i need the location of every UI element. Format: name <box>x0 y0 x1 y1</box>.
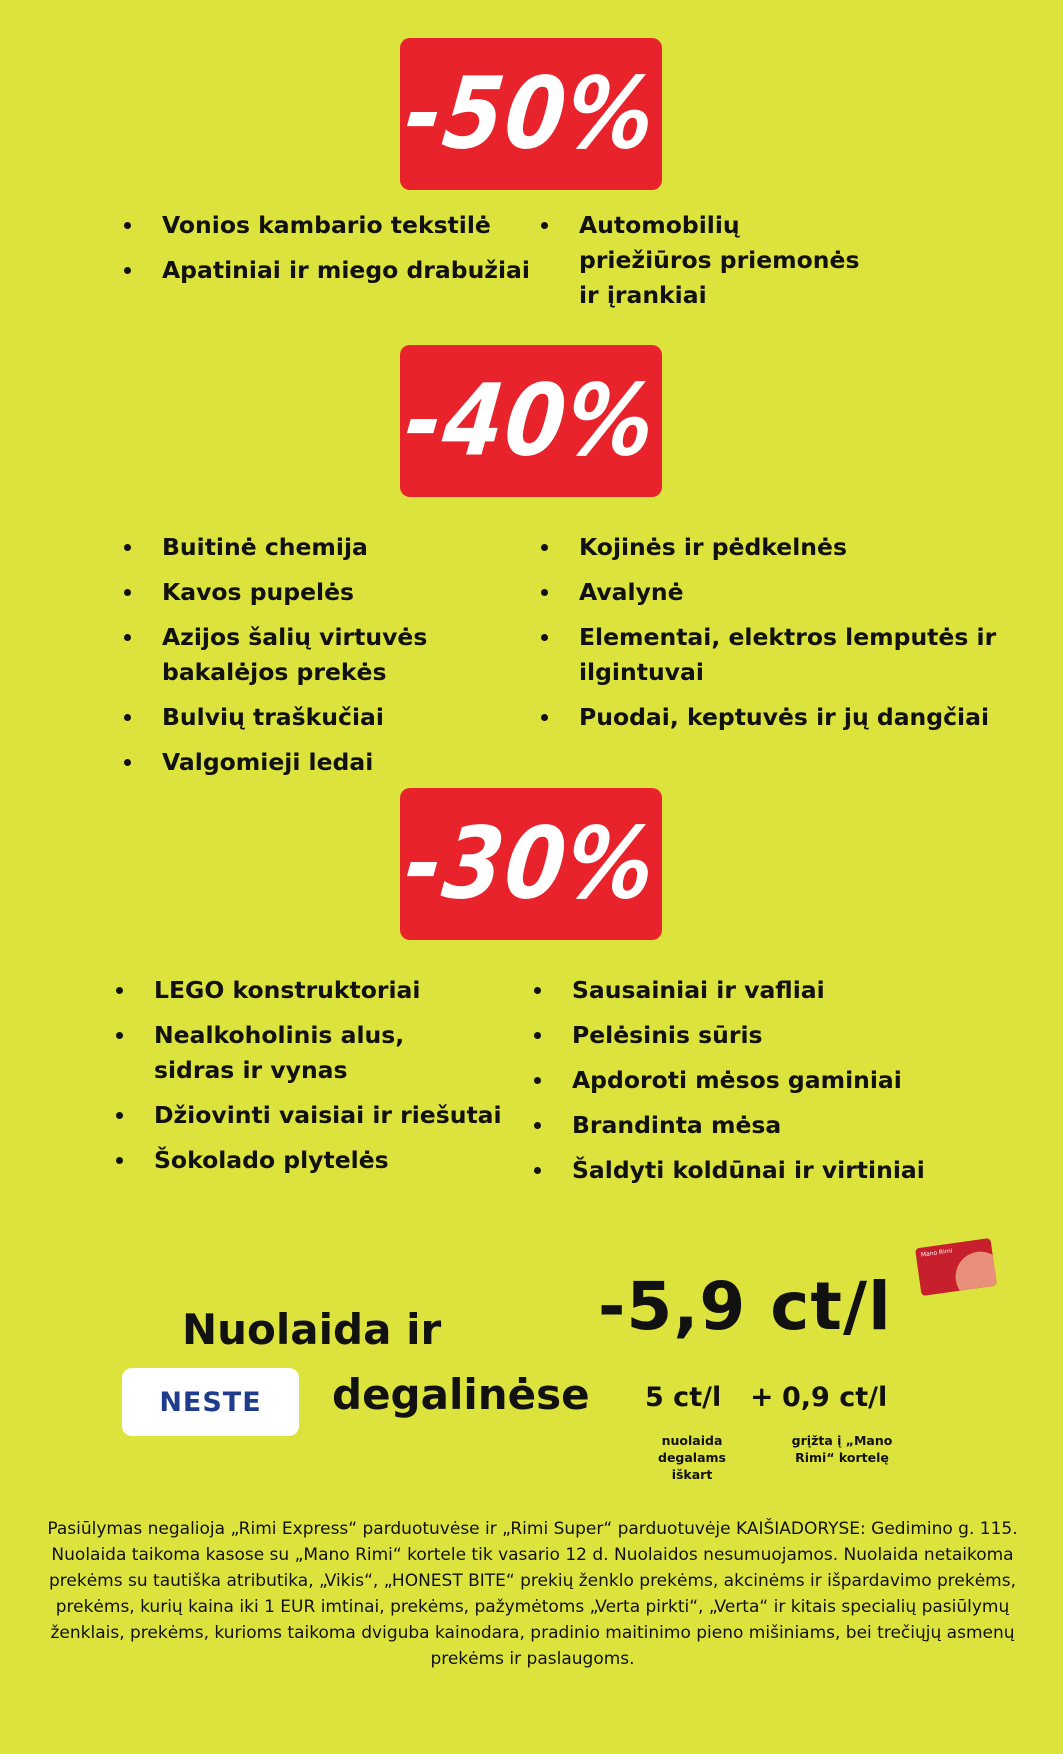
fuel-total: -5,9 ct/l <box>598 1268 892 1345</box>
list-item: Šaldyti koldūnai ir virtiniai <box>530 1153 1010 1188</box>
list-item: Apdoroti mėsos gaminiai <box>530 1063 1010 1098</box>
list-item: Kavos pupelės <box>120 575 450 610</box>
discount-badge-50: -50% <box>400 38 662 190</box>
list-50-left <box>120 208 540 298</box>
discount-badge-30: -30% <box>400 788 662 940</box>
fuel-part1: 5 ct/l <box>645 1382 722 1413</box>
fuel-title-line1: Nuolaida ir <box>182 1305 442 1354</box>
fuel-caption-1: nuolaida degalams iškart <box>658 1433 726 1482</box>
list-item: Buitinė chemija <box>120 530 450 565</box>
fuel-title-line2: degalinėse <box>332 1370 590 1419</box>
list-item: Džiovinti vaisiai ir riešutai <box>112 1098 532 1133</box>
list-item: Apatiniai ir miego drabužiai <box>120 253 540 288</box>
list-40-right <box>537 530 1007 745</box>
list-item: Elementai, elektros lemputės ir ilgintuvai <box>537 620 999 690</box>
list-item: Vonios kambario tekstilė <box>120 208 540 243</box>
list-item: Valgomieji ledai <box>120 745 450 780</box>
disclaimer-text: Pasiūlymas negalioja „Rimi Express“ parduotuvėse ir „Rimi Super“ parduotuvėje KAIŠIADORYSE: Gedimino g. 115. Nuolaida taikoma kasose su „Mano Rimi“ kortele tik vasario 12 d. Nuolaidos nesumuojamos. Nuolaida netaikoma prekėms su tautiška atributika, „Vikis“, „HONEST BITE“ prekių ženklo prekėms, akcinėms ir išpardavimo prekėms, prekėms, kurių kaina iki 1 EUR imtinai, prekėms, pažymėtoms „Verta pirkti“, „Verta“ ir kitais specialių pasiūlymų ženklais, prekėms, kurioms taikoma dviguba kainodara, pradinio maitinimo pieno mišiniams, bei trečiųjų asmenų prekėms ir paslaugoms. <box>47 1519 1018 1669</box>
list-item: Nealkoholinis alus, sidras ir vynas <box>112 1018 454 1088</box>
list-item: Puodai, keptuvės ir jų dangčiai <box>537 700 1007 735</box>
list-50-right <box>537 208 977 323</box>
list-item: Azijos šalių virtuvės bakalėjos prekės <box>120 620 450 690</box>
list-item: Avalynė <box>537 575 1007 610</box>
list-item: Bulvių traškučiai <box>120 700 450 735</box>
discount-badge-40: -40% <box>400 345 662 497</box>
fuel-caption-2: grįžta į „Mano Rimi“ kortelę <box>791 1433 893 1465</box>
mano-rimi-card-icon: Mano Rimi <box>915 1238 997 1296</box>
list-item: Brandinta mėsa <box>530 1108 1010 1143</box>
list-30-left <box>112 973 532 1188</box>
list-40-left <box>120 530 450 790</box>
list-item: Automobilių priežiūros priemonės ir įrankiai <box>537 208 879 313</box>
list-item: LEGO konstruktoriai <box>112 973 532 1008</box>
fuel-plus: + <box>750 1380 774 1413</box>
list-item: Šokolado plytelės <box>112 1143 532 1178</box>
neste-logo: NESTE <box>122 1368 299 1436</box>
list-30-right <box>530 973 1010 1198</box>
fuel-part2: 0,9 ct/l <box>782 1382 888 1413</box>
list-item: Sausainiai ir vafliai <box>530 973 1010 1008</box>
list-item: Kojinės ir pėdkelnės <box>537 530 1007 565</box>
list-item: Pelėsinis sūris <box>530 1018 1010 1053</box>
